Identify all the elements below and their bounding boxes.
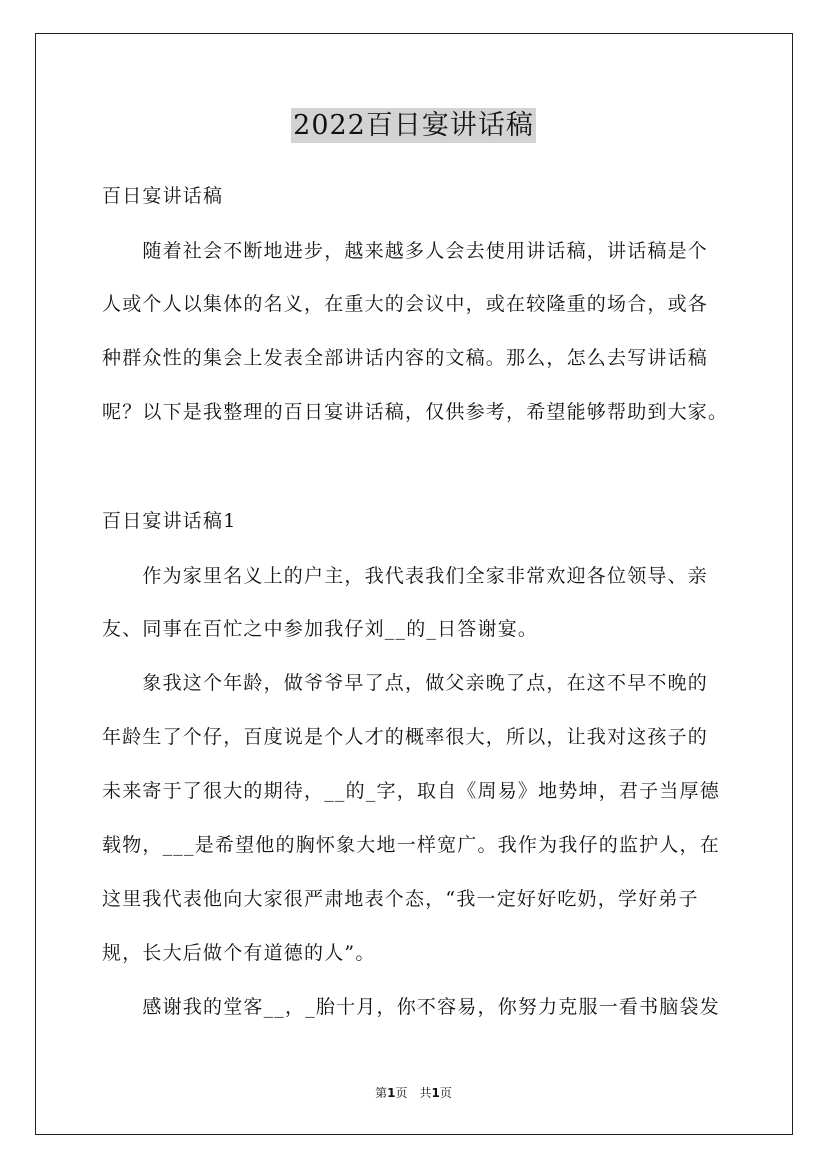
paragraph-line: 作为家里名义上的户主，我代表我们全家非常欢迎各位领导、亲 [102,565,709,587]
paragraph-line: 这里我代表他向大家很严肃地表个态，“我一定好好吃奶，学好弟子 [102,888,699,910]
footer-page-number: 1 [387,1086,396,1100]
paragraph-line: 随着社会不断地进步，越来越多人会去使用讲话稿，讲话稿是个 [102,240,709,262]
page-footer [0,1084,827,1101]
paragraph-line: 呢？以下是我整理的百日宴讲话稿，仅供参考，希望能够帮助到大家。 [102,401,729,423]
paragraph-line: 感谢我的堂客__，_胎十月，你不容易，你努力克服一看书脑袋发 [102,996,720,1018]
paragraph-line: 种群众性的集会上发表全部讲话内容的文稿。那么，怎么去写讲话稿 [102,347,709,369]
section-heading: 百日宴讲话稿 [102,185,224,207]
footer-page-mid: 页 共 [395,1086,432,1100]
footer-page-suffix: 页 [439,1086,452,1100]
paragraph-line: 未来寄于了很大的期待，__的_字，取自《周易》地势坤，君子当厚德 [102,780,720,802]
paragraph-line: 人或个人以集体的名义，在重大的会议中，或在较隆重的场合，或各 [102,293,709,315]
paragraph-line: 象我这个年龄，做爷爷早了点，做父亲晚了点，在这不早不晚的 [102,672,709,694]
section-heading: 百日宴讲话稿1 [102,510,237,532]
footer-page-prefix: 第 [375,1086,388,1100]
paragraph-line: 载物，___是希望他的胸怀象大地一样宽广。我作为我仔的监护人，在 [102,834,720,856]
paragraph-line: 友、同事在百忙之中参加我仔刘__的_日答谢宴。 [102,618,539,640]
document-title: 2022百日宴讲话稿 [293,110,534,141]
document-title-container [0,103,827,142]
footer-page-total: 1 [431,1086,440,1100]
paragraph-line: 规，长大后做个有道德的人”。 [102,942,376,964]
paragraph-line: 年龄生了个仔，百度说是个人才的概率很大，所以，让我对这孩子的 [102,726,709,748]
